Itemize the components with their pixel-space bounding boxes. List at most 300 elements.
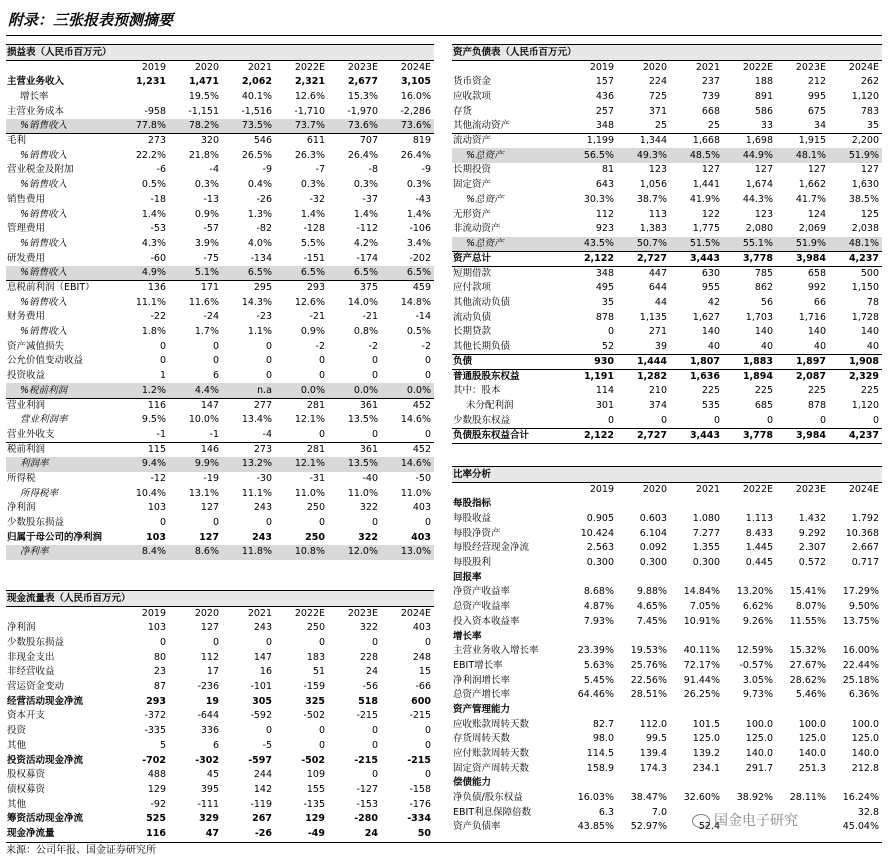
table-row (6, 369, 434, 384)
cell-value: 45 (206, 769, 219, 781)
cell-value: 41.7% (795, 193, 826, 205)
cell-value: 375 (328, 281, 381, 296)
cell-value: 103 (147, 622, 166, 634)
cell-value: -1 (169, 428, 222, 443)
cell-value: 248 (412, 651, 431, 663)
cell-value: 488 (147, 769, 166, 781)
cell-value: 127 (701, 164, 720, 176)
cell-value: -43 (415, 193, 431, 205)
cell-value: 0.905 (586, 513, 614, 525)
cell-value: 0 (381, 428, 434, 443)
row-label: 其他长期负债 (453, 340, 511, 352)
year-header: 2019 (141, 62, 166, 73)
cell-value: 6 (212, 739, 219, 751)
cell-value: 112 (595, 208, 614, 220)
cell-value: 1,883 (723, 354, 776, 369)
row-label: %销售收入 (6, 266, 116, 281)
cell-value: -60 (150, 252, 166, 264)
row-label: 每股经营现金净流 (453, 542, 530, 554)
table-row (6, 650, 434, 665)
cell-value: 25.76% (630, 659, 667, 671)
cell-value: 40.11% (683, 645, 720, 657)
cell-value: 44.9% (723, 148, 776, 163)
row-label: 每股净资产 (453, 527, 501, 539)
balance-table (452, 44, 882, 444)
cell-value: 0.3% (194, 179, 219, 191)
cell-value: 11.6% (188, 296, 219, 308)
table-row (6, 237, 434, 252)
cell-value (776, 776, 829, 791)
year-header: 2022E (742, 484, 773, 495)
cell-value: 1,915 (798, 135, 826, 147)
cell-value: 281 (275, 398, 328, 413)
cell-value: 73.7% (275, 119, 328, 134)
cell-value: -31 (309, 472, 325, 484)
wechat-icon (692, 814, 710, 828)
cell-value: 22.44% (842, 659, 879, 671)
cell-value: 0.300 (639, 557, 667, 569)
cell-value: 140 (860, 326, 879, 338)
row-label: %销售收入 (20, 208, 68, 220)
cell-value: 251.3 (798, 762, 826, 774)
row-label: 其他流动资产 (452, 119, 564, 134)
year-header: 2022E (294, 608, 325, 619)
table-row (452, 340, 882, 355)
cell-value: 140 (701, 326, 720, 338)
cell-value: -6 (156, 164, 166, 176)
cell-value: 55.1% (723, 237, 776, 252)
cell-value: -159 (303, 681, 325, 693)
section-header: 现金流量表（人民币百万元） (6, 591, 434, 607)
table-row (6, 472, 434, 487)
cell-value: 535 (701, 400, 720, 412)
cell-value: 273 (253, 443, 272, 455)
table-row (6, 354, 434, 369)
cell-value: 4.9% (116, 266, 169, 281)
cell-value: 0 (212, 355, 219, 367)
cell-value: -215 (354, 754, 378, 766)
cell-value: -127 (356, 783, 378, 795)
cell-value: 7.05% (689, 601, 720, 613)
cell-value: 39 (654, 340, 667, 352)
cell-value: 525 (146, 813, 166, 825)
cell-value: 668 (701, 105, 720, 117)
cell-value: 116 (116, 398, 169, 413)
row-label: 无形资产 (453, 208, 492, 220)
row-label: 净利润增长率 (453, 674, 511, 686)
row-label: 管理费用 (7, 223, 46, 235)
year-header: 2020 (194, 62, 219, 73)
row-label: 净利润 (7, 622, 36, 634)
cell-value: 48.1% (776, 148, 829, 163)
cell-value: 0 (265, 355, 272, 367)
row-label: 应收款项 (453, 91, 492, 103)
cell-value: 212 (807, 76, 826, 88)
cell-value: 0.9% (300, 326, 325, 338)
cell-value: 0 (371, 725, 378, 737)
year-header: 2020 (194, 608, 219, 619)
cell-value: 0.3% (353, 179, 378, 191)
cell-value: 125.0 (798, 733, 826, 745)
cell-value: 0.445 (745, 557, 773, 569)
cell-value: 8.6% (169, 545, 222, 560)
cell-value: 291.7 (745, 762, 773, 774)
cell-value: -1,516 (241, 105, 272, 117)
row-label: %销售收入 (20, 296, 68, 308)
table-row (452, 556, 882, 571)
cell-value: 26.25% (683, 689, 720, 701)
cell-value: 361 (359, 443, 378, 455)
cell-value: 40 (707, 340, 720, 352)
cell-value: 0 (159, 355, 166, 367)
cell-value: -2 (315, 340, 325, 352)
year-header: 2021 (695, 484, 720, 495)
cell-value: 9.292 (798, 527, 826, 539)
year-header: 2024E (400, 608, 431, 619)
cell-value: 183 (306, 651, 325, 663)
cell-value: 27.67% (789, 659, 826, 671)
table-row (452, 119, 882, 134)
cell-value: 325 (305, 695, 325, 707)
cell-value: 0.0% (328, 383, 381, 398)
cell-value: -82 (256, 223, 272, 235)
cell-value: 0 (265, 370, 272, 382)
section-header: 资产负债表（人民币百万元） (452, 45, 882, 61)
row-label: 营运资金变动 (7, 681, 65, 693)
table-row (6, 694, 434, 709)
cell-value: 3,778 (723, 251, 776, 266)
cell-value: 1,807 (670, 354, 723, 369)
cell-value: -2 (421, 340, 431, 352)
cell-value: 4.2% (353, 237, 378, 249)
cell-value: -702 (142, 754, 166, 766)
cell-value: -23 (256, 311, 272, 323)
table-row (452, 413, 882, 428)
row-label: 股权募资 (7, 769, 46, 781)
cell-value: 140.0 (851, 748, 879, 760)
cell-value: 0.300 (586, 557, 614, 569)
cell-value: -75 (203, 252, 219, 264)
cell-value: 50 (417, 827, 431, 839)
cell-value: 19.5% (188, 91, 219, 103)
cell-value: 51 (312, 666, 325, 678)
table-row (452, 673, 882, 688)
cell-value: 878 (807, 400, 826, 412)
cell-value: -302 (195, 754, 219, 766)
cell-value: -597 (248, 754, 272, 766)
cell-value: -1,710 (294, 105, 325, 117)
cell-value: 5.1% (169, 266, 222, 281)
cell-value: 171 (169, 281, 222, 296)
table-row (452, 585, 882, 600)
cell-value: 15.3% (347, 91, 378, 103)
cell-value: 5.63% (583, 659, 614, 671)
watermark-text: 国金电子研究 (714, 813, 798, 829)
cell-value: 13.1% (188, 487, 219, 499)
cell-value: 4.4% (169, 383, 222, 398)
cell-value: -176 (409, 798, 431, 810)
row-label: 债权募资 (7, 783, 46, 795)
cell-value: 0 (371, 769, 378, 781)
year-header-blank (452, 483, 564, 498)
table-row (452, 570, 882, 585)
section-header: 比率分析 (452, 467, 882, 483)
table-row (452, 178, 882, 193)
cell-value: 80 (153, 651, 166, 663)
cell-value: 403 (412, 502, 431, 514)
table-row (452, 90, 882, 105)
cell-value: 5.45% (583, 674, 614, 686)
row-label: 长期投资 (453, 164, 492, 176)
table-row (6, 325, 434, 340)
row-label: 公允价值变动收益 (7, 355, 84, 367)
table-row (452, 526, 882, 541)
cell-value: 0 (371, 370, 378, 382)
cell-value: -18 (150, 193, 166, 205)
cell-value: -4 (222, 428, 275, 443)
cell-value: 11.55% (789, 615, 826, 627)
cell-value (829, 570, 882, 585)
cell-value: 630 (701, 267, 720, 279)
cell-value (564, 570, 617, 585)
year-header: 2019 (141, 608, 166, 619)
cell-value: 0 (318, 516, 325, 528)
cell-value: 109 (306, 769, 325, 781)
cell-value (776, 703, 829, 718)
cell-value (670, 570, 723, 585)
cell-value: 2.563 (586, 542, 614, 554)
section-header-row (452, 45, 882, 61)
cell-value (670, 703, 723, 718)
cell-value (617, 776, 670, 791)
row-label: 固定资产周转天数 (453, 762, 530, 774)
row-label: 短期借款 (453, 267, 492, 279)
cell-value: -0.57% (739, 659, 773, 671)
cell-value: 140.0 (745, 748, 773, 760)
table-row (6, 516, 434, 531)
cell-value: 136 (116, 281, 169, 296)
cell-value: 13.4% (241, 414, 272, 426)
cell-value: 0.0% (381, 383, 434, 398)
cell-value: 0.3% (300, 179, 325, 191)
cell-value: 878 (595, 311, 614, 323)
cell-value: 1,471 (188, 76, 219, 88)
cell-value: 1,444 (617, 354, 670, 369)
table-row (6, 545, 434, 560)
cell-value: 9.73% (742, 689, 773, 701)
cell-value: 1.080 (692, 513, 720, 525)
table-row (452, 222, 882, 237)
cell-value: 923 (595, 223, 614, 235)
cell-value: 2,677 (347, 76, 378, 88)
cell-value: 21.8% (188, 149, 219, 161)
cell-value: 14.84% (683, 586, 720, 598)
cell-value: 348 (595, 267, 614, 279)
cell-value: 436 (595, 91, 614, 103)
cell-value: -32 (309, 193, 325, 205)
cell-value: 600 (411, 695, 431, 707)
cell-value: 8.68% (583, 586, 614, 598)
cell-value: 6.104 (639, 527, 667, 539)
cell-value: 1.792 (851, 513, 879, 525)
cell-value: 81 (601, 164, 614, 176)
cell-value: 955 (701, 282, 720, 294)
cell-value (670, 629, 723, 644)
cell-value: 0 (607, 326, 614, 338)
year-header: 2022E (742, 62, 773, 73)
cell-value: 7.277 (692, 527, 720, 539)
cell-value: 3,105 (400, 76, 431, 88)
table-row (6, 251, 434, 266)
source-note: 来源：公司年报、国金证券研究所 (6, 842, 882, 859)
table-row (6, 768, 434, 783)
cell-value: 125.0 (692, 733, 720, 745)
cell-value: 127 (199, 531, 219, 543)
row-label: 财务费用 (7, 311, 46, 323)
table-row (6, 486, 434, 501)
table-row (6, 104, 434, 119)
cell-value: 64.46% (577, 689, 614, 701)
row-label: 营业外收支 (6, 428, 116, 443)
cell-value: 127 (807, 164, 826, 176)
cell-value (776, 497, 829, 512)
cell-value: 174.3 (639, 762, 667, 774)
table-row (452, 296, 882, 311)
row-label: 资本开支 (7, 710, 46, 722)
table-row (452, 747, 882, 762)
row-label: 应付账款周转天数 (453, 748, 530, 760)
cell-value: 0 (371, 516, 378, 528)
cell-value: 122 (701, 208, 720, 220)
cell-value: 9.50% (848, 601, 879, 613)
page-title-bar (6, 4, 882, 36)
cell-value: 140 (807, 326, 826, 338)
table-row (452, 791, 882, 806)
row-label: 其他流动负债 (453, 296, 511, 308)
table-row (452, 354, 882, 369)
cell-value (670, 497, 723, 512)
cell-value: 48.1% (829, 237, 882, 252)
cell-value: 2,200 (851, 135, 879, 147)
table-row (452, 512, 882, 527)
row-label: 归属于母公司的净利润 (7, 531, 103, 543)
cell-value: 1,775 (692, 223, 720, 235)
table-row (6, 207, 434, 222)
cell-value: 157 (595, 76, 614, 88)
cell-value: 0 (660, 414, 667, 426)
row-label: 其中：股本 (453, 385, 501, 397)
cell-value: 4.0% (247, 237, 272, 249)
cell-value: 155 (306, 783, 325, 795)
cell-value: 4,237 (829, 428, 882, 443)
cell-value: 11.1% (241, 487, 272, 499)
year-header-row (452, 483, 882, 498)
cell-value: 0 (318, 355, 325, 367)
cell-value: 99.5 (645, 733, 667, 745)
table-row (6, 148, 434, 163)
cell-value: 305 (252, 695, 272, 707)
table-row (6, 739, 434, 754)
cell-value: -5 (262, 739, 272, 751)
cell-value: 11.0% (294, 487, 325, 499)
table-row (452, 805, 882, 820)
cell-value: 244 (253, 769, 272, 781)
cell-value: 739 (701, 91, 720, 103)
cell-value: -1,970 (347, 105, 378, 117)
cell-value: 371 (648, 105, 667, 117)
section-header-row (452, 467, 882, 483)
table-row (452, 541, 882, 556)
row-label: 净利润 (7, 502, 36, 514)
cell-value: 125.0 (745, 733, 773, 745)
cell-value: 2,329 (848, 370, 879, 382)
cell-value: 819 (381, 134, 434, 149)
cell-value: 0 (318, 725, 325, 737)
row-label: 少数股东权益 (453, 414, 511, 426)
cell-value: 2.307 (798, 542, 826, 554)
cell-value: 45.04% (842, 821, 879, 833)
cell-value: 1.113 (745, 513, 773, 525)
cell-value: 0 (265, 340, 272, 352)
cell-value: 115 (147, 443, 166, 455)
cell-value: 6 (212, 370, 219, 382)
cell-value: 49.3% (617, 148, 670, 163)
cell-value: 147 (253, 651, 272, 663)
cell-value: 10.424 (580, 527, 614, 539)
cell-value: 293 (146, 695, 166, 707)
income-statement (6, 44, 434, 560)
cell-value: 0 (265, 516, 272, 528)
cell-value: 6.5% (381, 266, 434, 281)
cell-value: 0 (819, 414, 826, 426)
cell-value: 10.4% (135, 487, 166, 499)
cell-value: 644 (648, 282, 667, 294)
cell-value: 4.87% (583, 601, 614, 613)
cell-value: -57 (203, 223, 219, 235)
table-row (6, 119, 434, 134)
cell-value: 6.3 (598, 806, 614, 818)
row-label: 营业利润 (6, 398, 116, 413)
table-row (6, 827, 434, 842)
cell-value: -21 (309, 311, 325, 323)
cell-value (829, 776, 882, 791)
year-header: 2024E (848, 62, 879, 73)
year-header: 2024E (848, 484, 879, 495)
balance-sheet (452, 44, 882, 444)
cell-value: 3.9% (194, 237, 219, 249)
cell-value: 15.32% (789, 645, 826, 657)
table-row (452, 776, 882, 791)
cell-value: 0 (371, 637, 378, 649)
cell-value: -958 (144, 105, 166, 117)
row-label: 负债股东权益合计 (452, 428, 564, 443)
section-header-row (6, 591, 434, 607)
cell-value: 891 (754, 91, 773, 103)
cell-value: -215 (407, 754, 431, 766)
row-label: 营业利润率 (20, 414, 68, 426)
cell-value: 40 (866, 340, 879, 352)
cell-value: 25 (670, 119, 723, 134)
year-header: 2023E (795, 62, 826, 73)
cell-value: -92 (150, 798, 166, 810)
cell-value: -1 (116, 428, 169, 443)
table-row (452, 717, 882, 732)
cell-value: 82.7 (592, 718, 614, 730)
cell-value: 140 (754, 326, 773, 338)
cell-value: 452 (381, 398, 434, 413)
table-row (452, 820, 882, 835)
cell-value: 262 (860, 76, 879, 88)
